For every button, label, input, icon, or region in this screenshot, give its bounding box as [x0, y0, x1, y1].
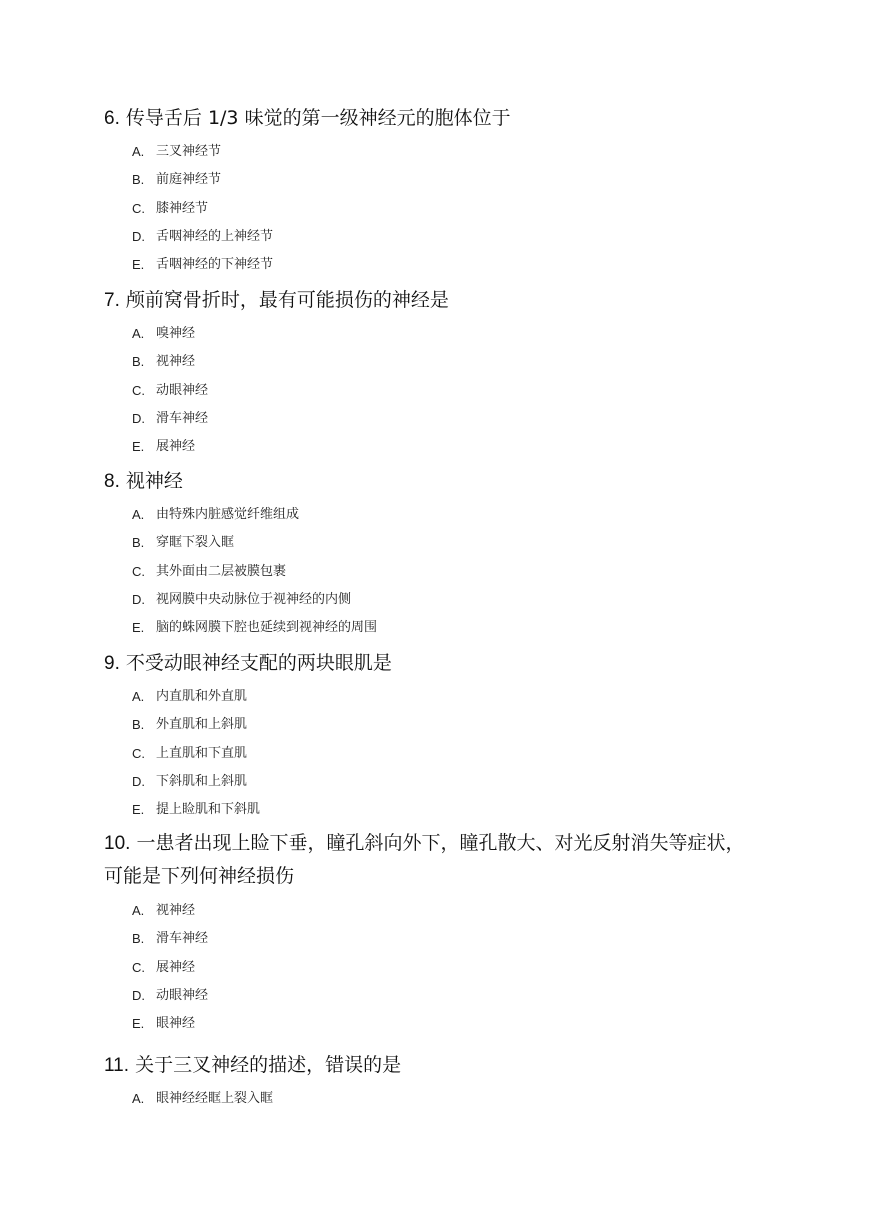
option-text: 滑车神经	[156, 410, 209, 426]
option-letter: C.	[132, 200, 145, 216]
option-letter: B.	[132, 931, 145, 947]
option-letter: E.	[132, 257, 145, 273]
option-text: 其外面由二层被膜包裹	[156, 563, 287, 579]
question-stem	[104, 284, 764, 317]
question-stem	[104, 1049, 764, 1082]
option-letter: D.	[132, 773, 145, 789]
option-list	[104, 506, 764, 647]
question-stem	[104, 827, 759, 893]
question-text: 颅前窝骨折时，最有可能损伤的神经是	[125, 289, 449, 311]
option-c[interactable]	[132, 959, 759, 987]
option-letter: C.	[132, 382, 145, 398]
option-e[interactable]	[132, 1015, 759, 1043]
option-e[interactable]	[132, 256, 764, 284]
option-e[interactable]	[132, 438, 764, 466]
option-letter: A.	[132, 144, 145, 159]
option-text: 展神经	[156, 439, 196, 455]
option-b[interactable]	[132, 534, 764, 562]
option-d[interactable]	[132, 228, 764, 256]
option-text: 动眼神经	[156, 987, 209, 1003]
question-stem	[104, 647, 764, 680]
option-text: 动眼神经	[156, 382, 209, 398]
option-text: 眼神经经眶上裂入眶	[156, 1091, 274, 1106]
option-e[interactable]	[132, 619, 764, 647]
option-text: 上直肌和下直肌	[156, 745, 248, 761]
option-list	[104, 902, 759, 1043]
question-8	[104, 465, 764, 647]
question-text: 视神经	[125, 470, 183, 492]
option-text: 脑的蛛网膜下腔也延续到视神经的周围	[156, 620, 378, 636]
option-d[interactable]	[132, 987, 759, 1015]
option-text: 前庭神经节	[156, 172, 222, 188]
question-10	[104, 827, 759, 1043]
option-e[interactable]	[132, 801, 764, 829]
option-letter: B.	[132, 535, 145, 551]
option-list	[104, 1090, 764, 1118]
option-text: 三叉神经节	[156, 144, 222, 159]
option-letter: D.	[132, 228, 145, 244]
option-text: 嗅神经	[156, 326, 196, 341]
option-letter: E.	[132, 1016, 145, 1032]
option-text: 舌咽神经的上神经节	[156, 228, 274, 244]
option-text: 视神经	[156, 903, 196, 918]
option-c[interactable]	[132, 563, 764, 591]
option-b[interactable]	[132, 353, 764, 381]
option-text: 外直肌和上斜肌	[156, 717, 248, 733]
question-text: 关于三叉神经的描述，错误的是	[135, 1054, 402, 1076]
option-c[interactable]	[132, 382, 764, 410]
option-letter: D.	[132, 987, 145, 1003]
option-d[interactable]	[132, 410, 764, 438]
question-text: 传导舌后 1/3 味觉的第一级神经元的胞体位于	[125, 107, 511, 129]
option-letter: A.	[132, 1091, 145, 1106]
option-letter: E.	[132, 802, 145, 818]
option-letter: C.	[132, 959, 145, 975]
option-a[interactable]	[132, 325, 764, 353]
option-text: 穿眶下裂入眶	[156, 535, 235, 551]
question-number: 7.	[104, 290, 120, 311]
question-number: 11.	[104, 1055, 130, 1076]
question-text: 不受动眼神经支配的两块眼肌是	[125, 652, 392, 674]
option-text: 视神经	[156, 354, 196, 370]
option-a[interactable]	[132, 902, 759, 930]
question-number: 8.	[104, 471, 120, 492]
question-6	[104, 102, 764, 284]
question-stem	[104, 102, 764, 135]
option-text: 滑车神经	[156, 931, 209, 947]
option-d[interactable]	[132, 773, 764, 801]
option-d[interactable]	[132, 591, 764, 619]
option-c[interactable]	[132, 200, 764, 228]
option-b[interactable]	[132, 930, 759, 958]
option-letter: A.	[132, 326, 145, 341]
question-stem	[104, 465, 764, 498]
option-b[interactable]	[132, 171, 764, 199]
question-7	[104, 284, 764, 466]
option-letter: E.	[132, 439, 145, 455]
option-letter: B.	[132, 172, 145, 188]
option-text: 由特殊内脏感觉纤维组成	[156, 507, 300, 522]
question-11	[104, 1049, 764, 1118]
question-number: 6.	[104, 108, 120, 129]
option-letter: E.	[132, 620, 145, 636]
option-letter: D.	[132, 410, 145, 426]
option-text: 舌咽神经的下神经节	[156, 257, 274, 273]
option-letter: C.	[132, 745, 145, 761]
option-a[interactable]	[132, 688, 764, 716]
option-text: 眼神经	[156, 1016, 196, 1032]
question-9	[104, 647, 764, 829]
option-letter: A.	[132, 689, 145, 704]
option-b[interactable]	[132, 716, 764, 744]
option-list	[104, 688, 764, 829]
option-list	[104, 143, 764, 284]
option-a[interactable]	[132, 1090, 764, 1118]
option-a[interactable]	[132, 143, 764, 171]
option-text: 视网膜中央动脉位于视神经的内侧	[156, 591, 352, 607]
option-letter: D.	[132, 591, 145, 607]
question-text: 一患者出现上睑下垂，瞳孔斜向外下，瞳孔散大、对光反射消失等症状，可能是下列何神经损伤	[104, 832, 745, 887]
option-text: 膝神经节	[156, 200, 209, 216]
option-letter: C.	[132, 563, 145, 579]
option-letter: B.	[132, 717, 145, 733]
option-letter: B.	[132, 354, 145, 370]
option-text: 展神经	[156, 959, 196, 975]
option-letter: A.	[132, 507, 145, 522]
option-a[interactable]	[132, 506, 764, 534]
option-text: 内直肌和外直肌	[156, 689, 248, 704]
option-list	[104, 325, 764, 466]
option-text: 下斜肌和上斜肌	[156, 773, 248, 789]
question-number: 9.	[104, 653, 120, 674]
option-c[interactable]	[132, 745, 764, 773]
option-letter: A.	[132, 903, 145, 918]
question-number: 10.	[104, 833, 131, 854]
option-text: 提上睑肌和下斜肌	[156, 802, 261, 818]
